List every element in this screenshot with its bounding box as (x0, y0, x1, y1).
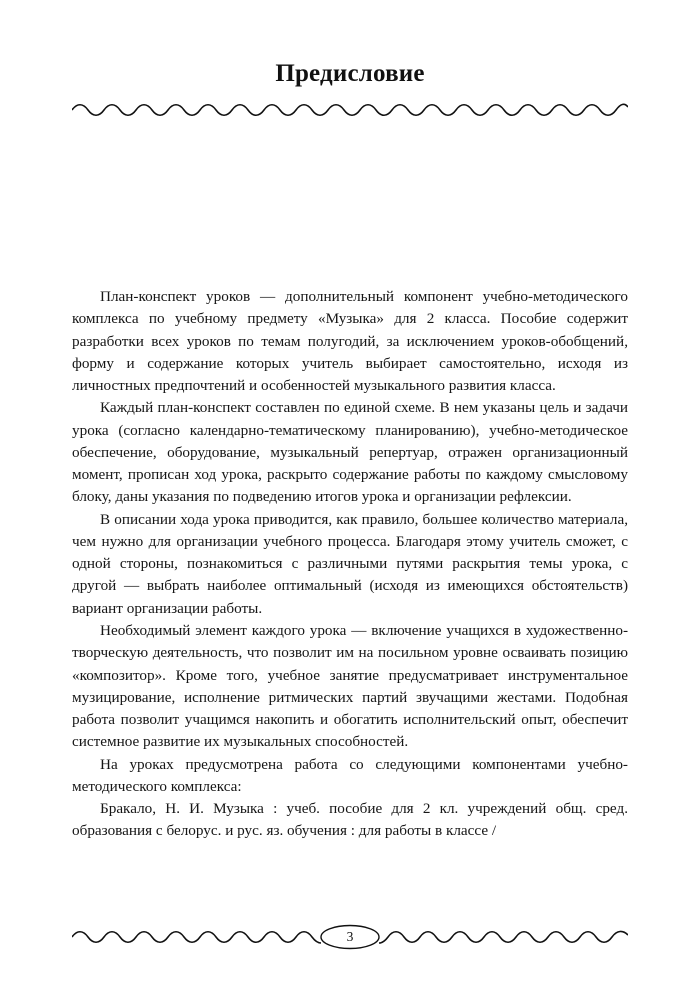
page-footer (72, 924, 628, 950)
paragraph-2: Каждый план-конспект составлен по единой схеме. В нем указаны цель и задачи урока (согласно календарно-тематическому планированию), учебно-методическое обеспечение, оборудование, музыкальный репертуар, отражен организационный момент, прописан ход урока, раскрыто содержание работы по каждому смысловому блоку, даны указания по подведению итогов урока и организации рефлексии. (72, 399, 628, 506)
page-number: 3 (346, 929, 354, 944)
top-wavy-divider (72, 102, 628, 118)
paragraph-3: В описании хода урока приводится, как правило, большее количество материала, чем нужно для организации учебного процесса. Благодаря этому учитель сможет, с одной стороны, познакомиться с различными путями раскрытия темы урока, с другой — выбрать наиболее оптимальный (исходя из имеющихся обстоятельств) вариант организации работы. (72, 510, 628, 617)
page-content (72, 48, 628, 952)
paragraph-6-reference: Бракало, Н. И. Музыка : учеб. пособие для 2 кл. учреждений общ. сред. образования с белорус. и рус. яз. обучения : для работы в классе / (72, 800, 628, 840)
preface-body (72, 286, 628, 843)
page-title: Предисловие (275, 60, 425, 87)
paragraph-1: План-конспект уроков — дополнительный компонент учебно-методического комплекса по учебному предмету «Музыка» для 2 класса. Пособие содержит разработки всех уроков по темам полугодий, за исключением уроков-обобщений, форму и содержание которых учитель выбирает самостоятельно, исходя из личностных предпочтений и особенностей музыкального развития класса. (72, 288, 628, 395)
paragraph-4: Необходимый элемент каждого урока — включение учащихся в художественно-творческую деятельность, что позволит им на посильном уровне осваивать позицию «композитор». Кроме того, учебное занятие предусматривает инструментальное музицирование, исполнение ритмических партий звучащими жестами. Подобная работа позволит учащимся накопить и обогатить исполнительский опыт, обеспечит системное развитие их музыкальных способностей. (72, 621, 628, 751)
paragraph-5: На уроках предусмотрена работа со следующими компонентами учебно-методического комплекса: (72, 755, 628, 795)
